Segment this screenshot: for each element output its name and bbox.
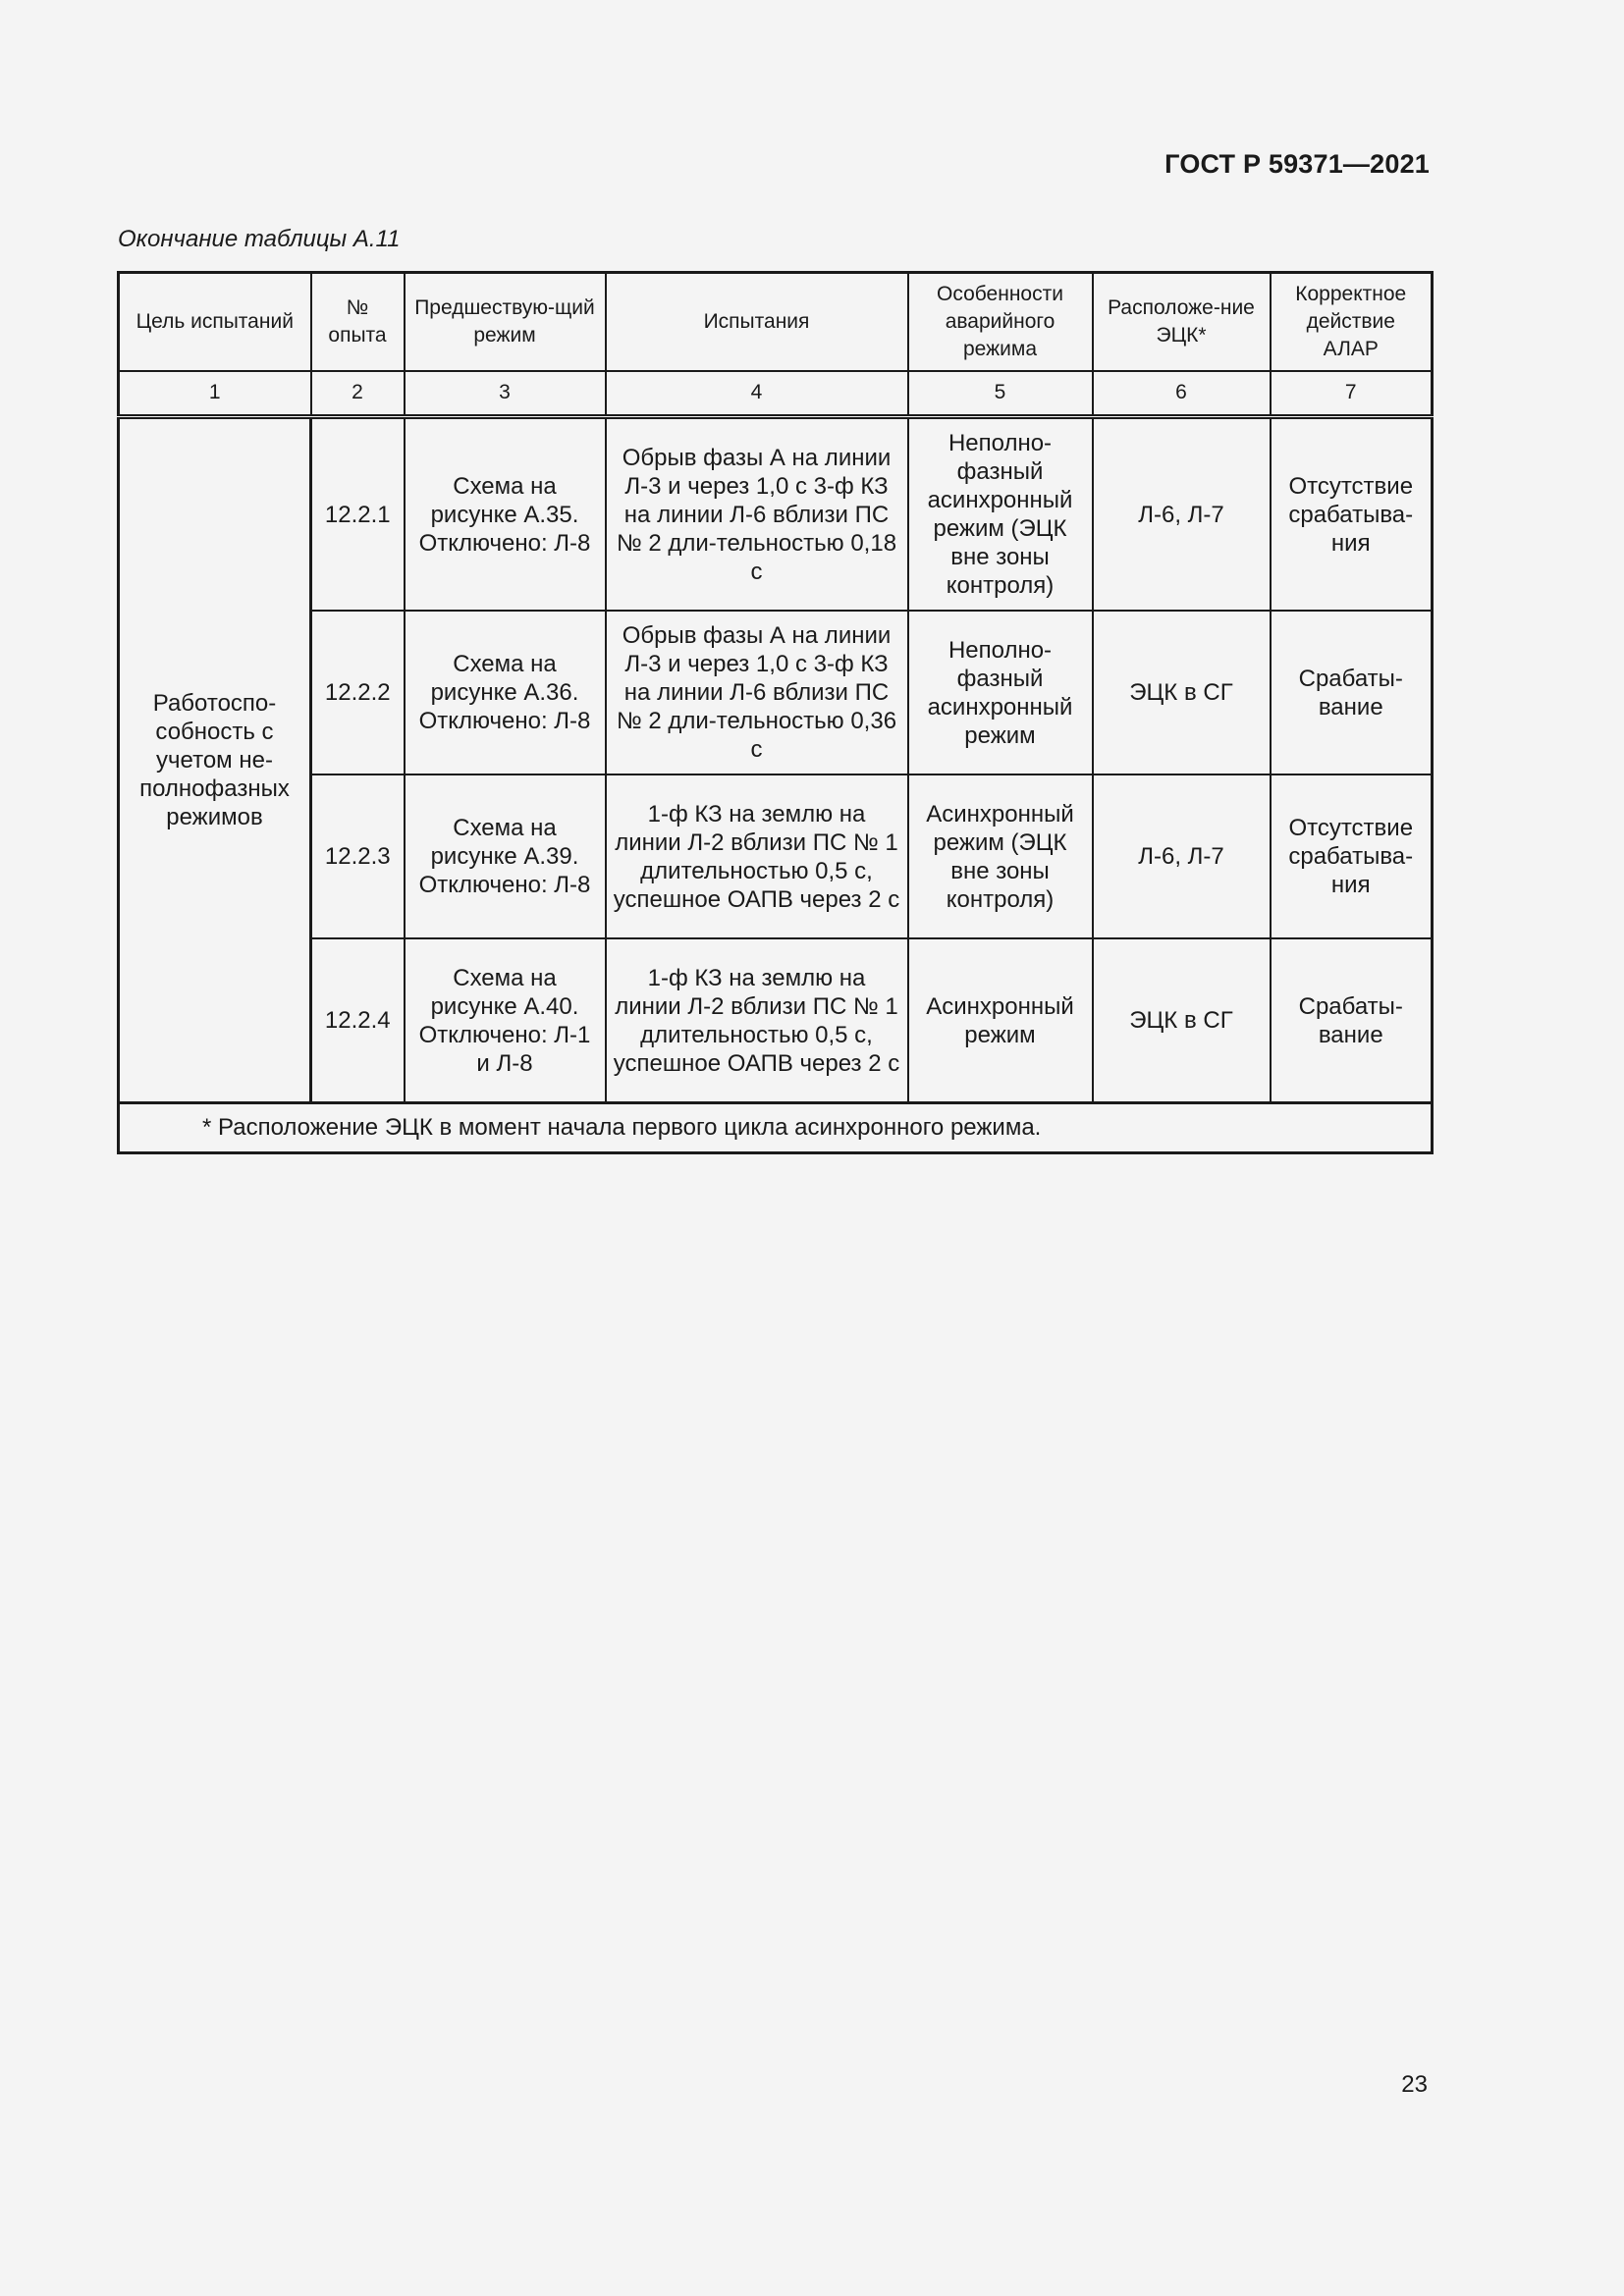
header-action: Корректное действие АЛАР (1271, 273, 1433, 371)
experiment-number: 12.2.3 (311, 774, 405, 938)
action-cell: Отсутствие срабатыва-ния (1271, 417, 1433, 612)
column-number: 6 (1093, 371, 1271, 417)
prev-mode-cell: Схема на рисунке А.39. Отключено: Л-8 (405, 774, 606, 938)
header-row (119, 273, 1433, 371)
footnote-row (119, 1103, 1433, 1153)
column-number: 2 (311, 371, 405, 417)
column-number: 5 (908, 371, 1093, 417)
location-cell: Л-6, Л-7 (1093, 774, 1271, 938)
header-prev-mode: Предшествую-щий режим (405, 273, 606, 371)
features-cell: Асинхронный режим (ЭЦК вне зоны контроля) (908, 774, 1093, 938)
experiment-number: 12.2.4 (311, 938, 405, 1103)
header-location: Расположе-ние ЭЦК* (1093, 273, 1271, 371)
test-cell: Обрыв фазы А на линии Л-3 и через 1,0 с 3-ф КЗ на линии Л-6 вблизи ПС № 2 дли-тельностью 0,36 с (606, 611, 908, 774)
table-caption: Окончание таблицы А.11 (118, 226, 401, 252)
column-number: 1 (119, 371, 311, 417)
goal-cell: Работоспо-собность с учетом не-полнофазных режимов (119, 417, 311, 1103)
features-cell: Асинхронный режим (908, 938, 1093, 1103)
location-cell: ЭЦК в СГ (1093, 938, 1271, 1103)
test-cell: Обрыв фазы А на линии Л-3 и через 1,0 с 3-ф КЗ на линии Л-6 вблизи ПС № 2 дли-тельностью 0,18 с (606, 417, 908, 612)
header-features: Особенности аварийного режима (908, 273, 1093, 371)
table-row (119, 417, 1433, 612)
header-tests: Испытания (606, 273, 908, 371)
header-goal: Цель испытаний (119, 273, 311, 371)
table-row (119, 774, 1433, 938)
experiment-number: 12.2.1 (311, 417, 405, 612)
location-cell: ЭЦК в СГ (1093, 611, 1271, 774)
prev-mode-cell: Схема на рисунке А.35. Отключено: Л-8 (405, 417, 606, 612)
prev-mode-cell: Схема на рисунке А.40. Отключено: Л-1 и Л-8 (405, 938, 606, 1103)
header-number: № опыта (311, 273, 405, 371)
test-cell: 1-ф КЗ на землю на линии Л-2 вблизи ПС № 1 длительностью 0,5 с, успешное ОАПВ через 2 с (606, 938, 908, 1103)
page-number: 23 (1401, 2071, 1428, 2098)
prev-mode-cell: Схема на рисунке А.36. Отключено: Л-8 (405, 611, 606, 774)
table-row (119, 938, 1433, 1103)
experiment-number: 12.2.2 (311, 611, 405, 774)
footnote: * Расположение ЭЦК в момент начала первого цикла асинхронного режима. (119, 1103, 1433, 1153)
column-number-row (119, 371, 1433, 417)
table-row (119, 611, 1433, 774)
document-header: ГОСТ Р 59371—2021 (1164, 149, 1430, 179)
action-cell: Срабаты-вание (1271, 938, 1433, 1103)
action-cell: Срабаты-вание (1271, 611, 1433, 774)
column-number: 7 (1271, 371, 1433, 417)
column-number: 3 (405, 371, 606, 417)
action-cell: Отсутствие срабатыва-ния (1271, 774, 1433, 938)
test-cell: 1-ф КЗ на землю на линии Л-2 вблизи ПС № 1 длительностью 0,5 с, успешное ОАПВ через 2 с (606, 774, 908, 938)
column-number: 4 (606, 371, 908, 417)
features-cell: Неполно-фазный асинхронный режим (908, 611, 1093, 774)
test-table (117, 271, 1434, 1154)
features-cell: Неполно-фазный асинхронный режим (ЭЦК вне зоны контроля) (908, 417, 1093, 612)
location-cell: Л-6, Л-7 (1093, 417, 1271, 612)
